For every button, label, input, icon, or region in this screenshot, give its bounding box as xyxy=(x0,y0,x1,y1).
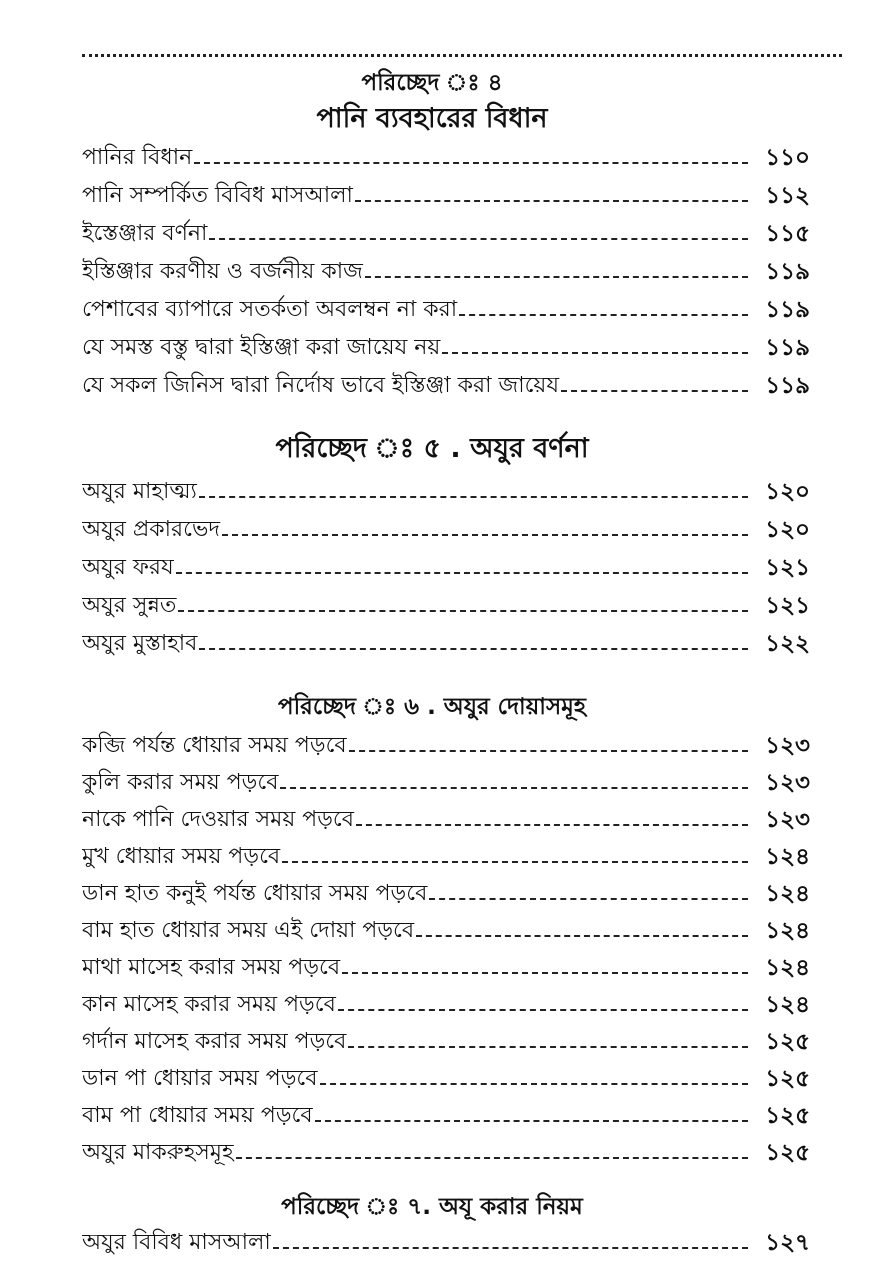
entry-title: অযুর ফরয xyxy=(82,555,174,580)
entry-page: ১২০ xyxy=(765,517,810,543)
entry-title: নাকে পানি দেওয়ার সময় পড়বে xyxy=(82,807,355,832)
toc-entry[interactable] xyxy=(82,1095,810,1131)
toc-entry[interactable] xyxy=(82,251,810,287)
leader-dashes xyxy=(315,1120,748,1122)
entry-title: মাথা মাসেহ করার সময় পড়বে xyxy=(82,955,341,980)
entry-page: ১২৩ xyxy=(765,733,810,759)
entry-page: ১১৯ xyxy=(765,373,810,399)
entry-title: কব্জি পর্যন্ত ধোয়ার সময় পড়বে xyxy=(82,733,347,758)
leader-dashes xyxy=(282,861,748,863)
toc-entry[interactable] xyxy=(82,1058,810,1094)
leader-dashes xyxy=(355,200,748,202)
entry-page: ১১০ xyxy=(765,145,810,171)
leader-dashes xyxy=(178,610,748,612)
leader-dashes xyxy=(356,824,748,826)
entry-page: ১২৫ xyxy=(765,1140,810,1166)
toc-entry[interactable] xyxy=(82,547,810,583)
toc-entry[interactable] xyxy=(82,327,810,363)
entry-page: ১২৫ xyxy=(765,1103,810,1129)
toc-entry[interactable] xyxy=(82,799,810,835)
entry-title: অযুর মুস্তাহাব xyxy=(82,631,198,656)
toc-entry[interactable] xyxy=(82,175,810,211)
entry-page: ১২৭ xyxy=(765,1230,810,1256)
toc-entry[interactable] xyxy=(82,213,810,249)
entry-page: ১১৯ xyxy=(765,259,810,285)
entry-title: অযুর মাকরুহসমূহ xyxy=(82,1140,234,1165)
leader-dashes xyxy=(459,314,748,316)
toc-entry[interactable] xyxy=(82,289,810,325)
leader-dashes xyxy=(176,572,748,574)
leader-dashes xyxy=(194,162,748,164)
chapter-5-heading: পরিচ্ছেদ ঃ ৫ . অযুর বর্ণনা xyxy=(275,433,589,464)
entry-page: ১২৪ xyxy=(765,955,810,981)
toc-entry[interactable] xyxy=(82,585,810,621)
toc-entry[interactable] xyxy=(82,1132,810,1168)
entry-page: ১২৪ xyxy=(765,844,810,870)
entry-page: ১২৫ xyxy=(765,1066,810,1092)
leader-dashes xyxy=(236,1157,748,1159)
entry-title: পেশাবের ব্যাপারে সতর্কতা অবলম্বন না করা xyxy=(82,297,458,322)
toc-entry[interactable] xyxy=(82,725,810,761)
leader-dashes xyxy=(199,648,748,650)
leader-dashes xyxy=(429,898,748,900)
entry-title: ইস্তিঞ্জার করণীয় ও বর্জনীয় কাজ xyxy=(82,259,363,284)
chapter-4-title: পানি ব্যবহারের বিধান xyxy=(316,103,548,134)
entry-title: বাম হাত ধোয়ার সময় এই দোয়া পড়বে xyxy=(82,918,415,943)
chapter-4-heading: পরিচ্ছেদ ঃ ৪ xyxy=(361,70,503,96)
toc-entry[interactable] xyxy=(82,509,810,545)
leader-dashes xyxy=(320,1083,749,1085)
entry-page: ১২৪ xyxy=(765,918,810,944)
entry-title: ডান হাত কনুই পর্যন্ত ধোয়ার সময় পড়বে xyxy=(82,881,428,906)
toc-entry[interactable] xyxy=(82,471,810,507)
entry-page: ১২৩ xyxy=(765,807,810,833)
entry-title: যে সমস্ত বস্তু দ্বারা ইস্তিঞ্জা করা জায়েয নয় xyxy=(82,335,441,360)
entry-page: ১২১ xyxy=(765,593,810,619)
entry-title: ডান পা ধোয়ার সময় পড়বে xyxy=(82,1066,318,1091)
leader-dashes xyxy=(280,787,748,789)
entry-title: বাম পা ধোয়ার সময় পড়বে xyxy=(82,1103,313,1128)
entry-page: ১১২ xyxy=(765,183,810,209)
entry-title: অযুর বিবিধ মাসআলা xyxy=(82,1230,271,1255)
toc-entry[interactable] xyxy=(82,1021,810,1057)
entry-page: ১২৩ xyxy=(765,770,810,796)
entry-title: পানি সম্পর্কিত বিবিধ মাসআলা xyxy=(82,183,353,208)
toc-entry[interactable] xyxy=(82,873,810,909)
entry-page: ১২২ xyxy=(765,631,810,657)
top-dotted-rule xyxy=(82,54,842,57)
toc-entry[interactable] xyxy=(82,1222,810,1258)
entry-title: যে সকল জিনিস দ্বারা নির্দোষ ভাবে ইস্তিঞ্জা করা জায়েয xyxy=(82,373,560,398)
entry-page: ১২৪ xyxy=(765,992,810,1018)
toc-entry[interactable] xyxy=(82,984,810,1020)
entry-page: ১১৯ xyxy=(765,297,810,323)
entry-page: ১১৯ xyxy=(765,335,810,361)
toc-entry[interactable] xyxy=(82,836,810,872)
entry-title: পানির বিধান xyxy=(82,145,193,170)
leader-dashes xyxy=(222,534,748,536)
entry-title: অযুর মাহাত্ম্য xyxy=(82,479,197,504)
entry-page: ১২৫ xyxy=(765,1029,810,1055)
toc-entry[interactable] xyxy=(82,137,810,173)
entry-title: মুখ ধোয়ার সময় পড়বে xyxy=(82,844,281,869)
entry-title: কুলি করার সময় পড়বে xyxy=(82,770,279,795)
toc-entry[interactable] xyxy=(82,947,810,983)
chapter-6-heading: পরিচ্ছেদ ঃ ৬ . অযুর দোয়াসমূহ xyxy=(277,694,586,720)
leader-dashes xyxy=(273,1247,748,1249)
leader-dashes xyxy=(348,1046,748,1048)
entry-title: অযুর প্রকারভেদ xyxy=(82,517,220,542)
toc-entry[interactable] xyxy=(82,910,810,946)
toc-entry[interactable] xyxy=(82,623,810,659)
leader-dashes xyxy=(365,276,748,278)
toc-entry[interactable] xyxy=(82,365,810,401)
entry-page: ১২৪ xyxy=(765,881,810,907)
entry-title: অযুর সুন্নত xyxy=(82,593,177,618)
entry-page: ১২১ xyxy=(765,555,810,581)
entry-title: ইস্তেঞ্জার বর্ণনা xyxy=(82,221,208,246)
leader-dashes xyxy=(442,352,748,354)
leader-dashes xyxy=(416,935,748,937)
toc-entry[interactable] xyxy=(82,762,810,798)
leader-dashes xyxy=(199,496,748,498)
entry-title: কান মাসেহ করার সময় পড়বে xyxy=(82,992,336,1017)
entry-page: ১১৫ xyxy=(765,221,810,247)
entry-title: গর্দান মাসেহ করার সময় পড়বে xyxy=(82,1029,347,1054)
leader-dashes xyxy=(561,390,748,392)
leader-dashes xyxy=(338,1009,748,1011)
chapter-7-heading: পরিচ্ছেদ ঃ ৭. অযূ করার নিয়ম xyxy=(281,1194,583,1220)
entry-page: ১২০ xyxy=(765,479,810,505)
leader-dashes xyxy=(209,238,748,240)
leader-dashes xyxy=(349,750,748,752)
leader-dashes xyxy=(342,972,748,974)
